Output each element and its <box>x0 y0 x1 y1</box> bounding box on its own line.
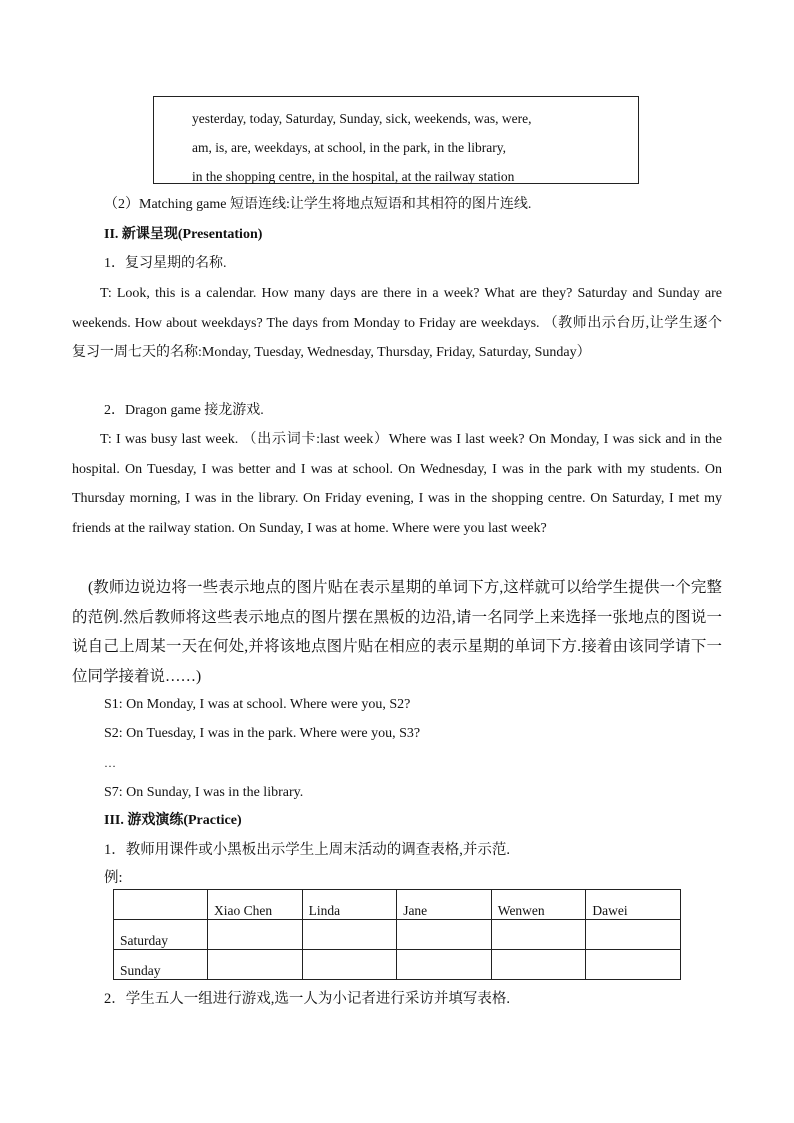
table-cell <box>302 920 397 950</box>
table-header-cell: Wenwen <box>491 890 586 920</box>
section-heading-presentation: II. 新课呈现(Presentation) <box>104 227 263 242</box>
vocabulary-box <box>153 96 639 184</box>
table-header-cell: Dawei <box>586 890 681 920</box>
table-row <box>114 950 681 980</box>
table-cell <box>397 950 492 980</box>
table-cell <box>586 950 681 980</box>
item-title: 1．复习星期的名称. <box>104 256 227 271</box>
table-cell <box>302 950 397 980</box>
weekend-survey-table <box>113 889 681 980</box>
row-label: Sunday <box>114 950 208 980</box>
table-header-cell <box>114 890 208 920</box>
row-label: Saturday <box>114 920 208 950</box>
calendar-paragraph <box>72 279 722 368</box>
matching-game-line: （2）Matching game 短语连线:让学生将地点短语和其相符的图片连线. <box>104 197 532 212</box>
table-cell <box>208 920 303 950</box>
dialogue-line: S1: On Monday, I was at school. Where were you, S2? <box>104 697 411 712</box>
table-header-cell: Linda <box>302 890 397 920</box>
dialogue-line: S2: On Tuesday, I was in the park. Where were you, S3? <box>104 726 421 741</box>
dragon-game-paragraph <box>72 425 722 543</box>
dialogue-line: S7: On Sunday, I was in the library. <box>104 785 304 800</box>
paragraph-text: T: Look, this is a calendar. How many days are there in a week? What are they? Saturday and Sunday are weekends. How about weekdays? The days from Monday to Friday are weekdays. （教师出示台历,让学生逐个复习一周七天的名称:Monday, Tuesday, Wednesday, Thursday, Friday, Saturday, Sunday） <box>72 286 722 360</box>
vocab-line: in the shopping centre, in the hospital, at the railway station <box>192 169 515 184</box>
vocab-line: am, is, are, weekdays, at school, in the park, in the library, <box>192 140 507 155</box>
example-label: 例: <box>104 870 123 886</box>
table-cell <box>491 950 586 980</box>
item-title: 1．教师用课件或小黑板出示学生上周末活动的调查表格,并示范. <box>104 842 510 858</box>
item-title: 2．学生五人一组进行游戏,选一人为小记者进行采访并填写表格. <box>104 991 510 1007</box>
dialogue-ellipsis: … <box>104 756 116 770</box>
table-row <box>114 920 681 950</box>
table-header-cell: Jane <box>397 890 492 920</box>
table-cell <box>397 920 492 950</box>
table-header-cell: Xiao Chen <box>208 890 303 920</box>
section-heading-practice: III. 游戏演练(Practice) <box>104 813 242 828</box>
paragraph-text: (教师边说边将一些表示地点的图片贴在表示星期的单词下方,这样就可以给学生提供一个完整的范例.然后教师将这些表示地点的图片摆在黑板的边沿,请一名同学上来选择一张地点的图说一说自己上周某一天在何处,并将该地点图片贴在相应的表示星期的单词下方.接着由该同学请下一位同学接着说……) <box>72 579 722 685</box>
table-cell <box>586 920 681 950</box>
item-title: 2．Dragon game 接龙游戏. <box>104 403 264 418</box>
table-header-row <box>114 890 681 920</box>
table-cell <box>491 920 586 950</box>
table-cell <box>208 950 303 980</box>
vocab-line: yesterday, today, Saturday, Sunday, sick, weekends, was, were, <box>192 111 532 126</box>
teacher-note-paragraph <box>72 573 722 691</box>
paragraph-text: T: I was busy last week. （出示词卡:last week）Where was I last week? On Monday, I was sick and in the hospital. On Tuesday, I was better and I was at school. On Wednesday, I was in the park with my students. On Thursday morning, I was in the library. On Friday evening, I was in the shopping centre. On Saturday, I met my friends at the railway station. On Sunday, I was at home. Where were you last week? <box>72 432 722 536</box>
